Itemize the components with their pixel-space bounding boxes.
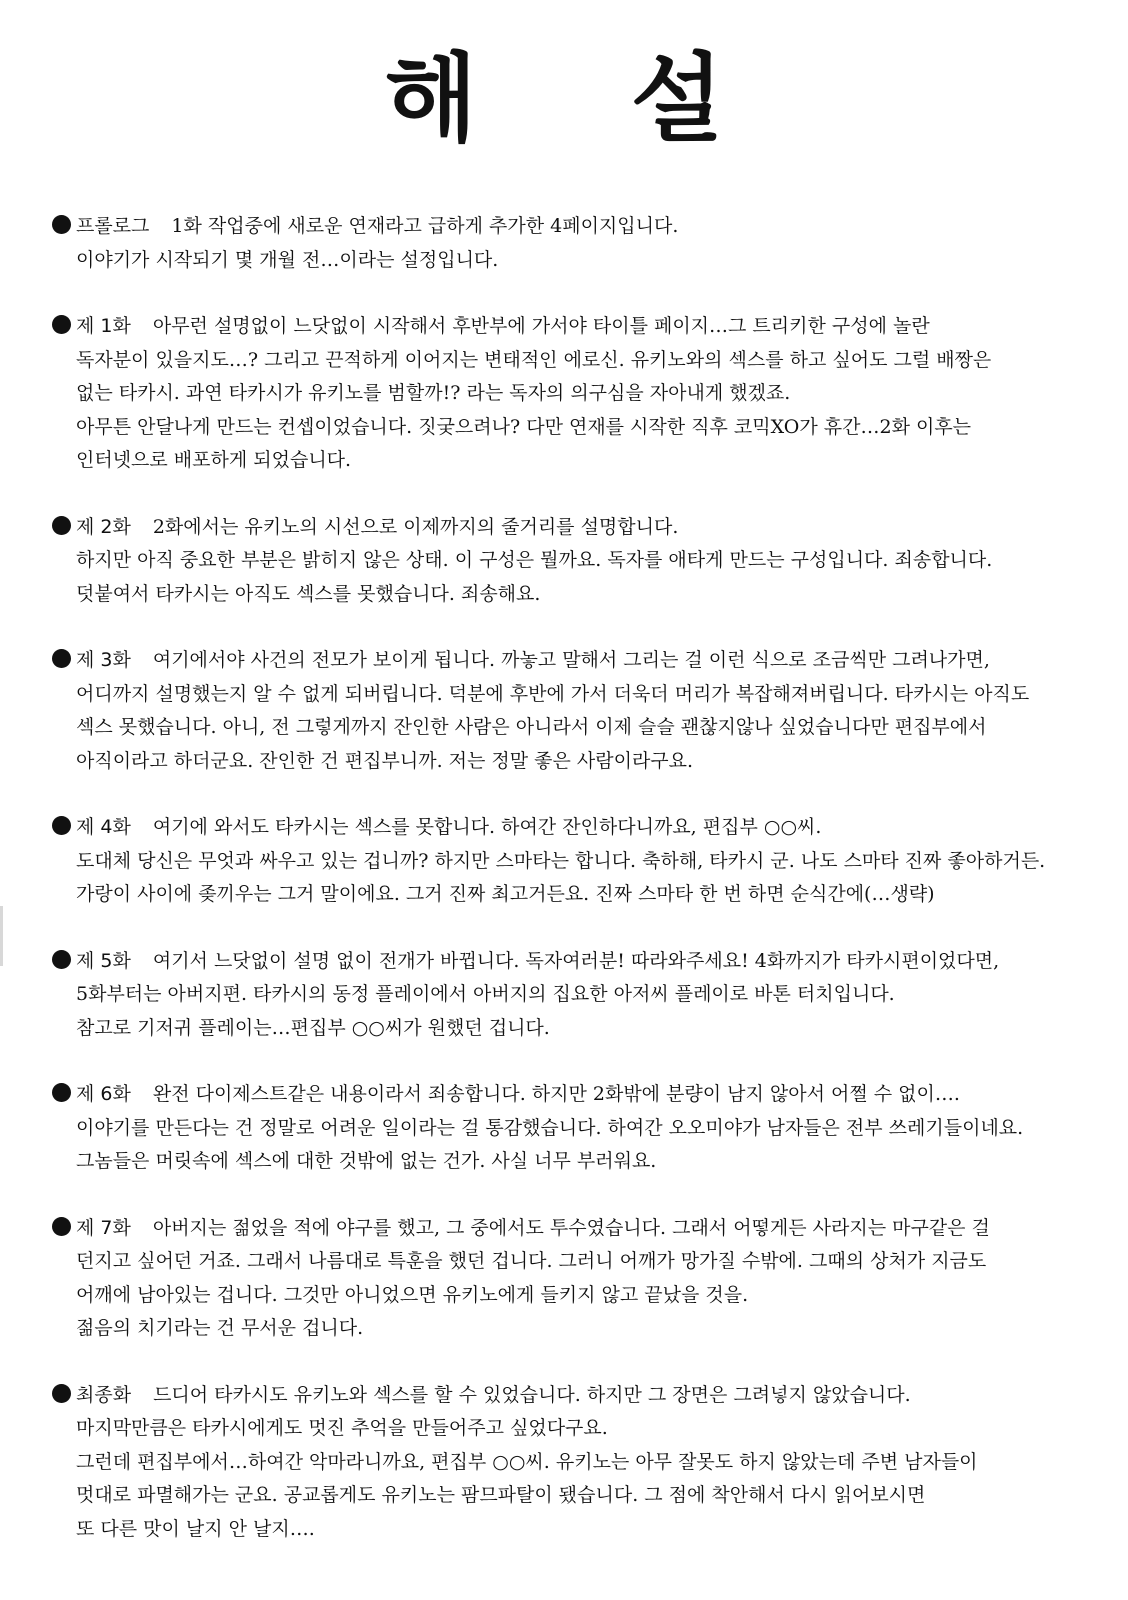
section-label: 제 7화: [76, 1216, 131, 1239]
section-heading-line: [52, 644, 1112, 678]
section-text-line: 아버지는 젊었을 적에 야구를 했고, 그 중에서도 투수였습니다. 그래서 어떻게든 사라지는 마구같은 걸: [152, 1216, 990, 1239]
section-text-line: 도대체 당신은 무엇과 싸우고 있는 겁니까? 하지만 스마타는 합니다. 축하해, 타카시 군. 나도 스마타 진짜 좋아하거든.: [76, 849, 1046, 872]
section-final-chapter: [52, 1379, 1112, 1547]
section-chapter-5: [52, 945, 1112, 1046]
section-text-line: 여기에 와서도 타카시는 섹스를 못합니다. 하여간 잔인하다니까요, 편집부 ○○씨.: [152, 816, 822, 838]
section-spacer: [52, 277, 1112, 310]
section-spacer: [52, 1179, 1112, 1212]
commentary-sections: [52, 210, 1112, 1546]
bullet-icon: [52, 649, 71, 668]
section-heading-line: [52, 511, 1112, 545]
section-text-line: 독자분이 있을지도…? 그리고 끈적하게 이어지는 변태적인 에로신. 유키노와의 섹스를 하고 싶어도 그럴 배짱은: [76, 348, 992, 371]
section-text-line: 인터넷으로 배포하게 되었습니다.: [76, 449, 352, 471]
section-label: 제 1화: [76, 315, 131, 337]
section-text-line: 그런데 편집부에서…하여간 악마라니까요, 편집부 ○○씨. 유키노는 아무 잘못도 하지 않았는데 주변 남자들이: [76, 1450, 978, 1473]
section-text-line: 없는 타카시. 과연 타카시가 유키노를 범할까!? 라는 독자의 의구심을 자아내게 했겠죠.: [76, 382, 791, 404]
section-text-line: 이야기를 만든다는 건 정말로 어려운 일이라는 걸 통감했습니다. 하여간 오오미야가 남자들은 전부 쓰레기들이네요.: [76, 1116, 1024, 1139]
section-chapter-2: [52, 511, 1112, 612]
page-title: 해 설: [384, 43, 784, 155]
section-text-line: 여기에서야 사건의 전모가 보이게 됩니다. 까놓고 말해서 그리는 걸 이런 식으로 조금씩만 그려나가면,: [152, 649, 990, 671]
section-text-line: 참고로 기저귀 플레이는…편집부 ○○씨가 원했던 겁니다.: [76, 1016, 550, 1039]
section-spacer: [52, 778, 1112, 811]
section-heading-line: [52, 1212, 1112, 1246]
section-text-line: 5화부터는 아버지편. 타카시의 동정 플레이에서 아버지의 집요한 아저씨 플레이로 바톤 터치입니다.: [76, 983, 895, 1005]
section-chapter-3: [52, 644, 1112, 778]
bullet-icon: [52, 516, 71, 535]
section-heading-line: [52, 1379, 1112, 1413]
section-text-line: 어디까지 설명했는지 알 수 없게 되버립니다. 덕분에 후반에 가서 더욱더 머리가 복잡해져버립니다. 타카시는 아직도: [76, 682, 1030, 705]
section-label: 제 4화: [76, 816, 131, 838]
section-prologue: [52, 210, 1112, 277]
section-text-line: 또 다른 맛이 날지 안 날지….: [76, 1517, 315, 1540]
section-label: 제 2화: [76, 515, 131, 538]
section-text-line: 멋대로 파멸해가는 군요. 공교롭게도 유키노는 팜므파탈이 됐습니다. 그 점에 착안해서 다시 읽어보시면: [76, 1484, 926, 1506]
section-spacer: [52, 912, 1112, 945]
section-chapter-7: [52, 1212, 1112, 1346]
section-spacer: [52, 478, 1112, 511]
section-text-line: 가랑이 사이에 좆끼우는 그거 말이에요. 그거 진짜 최고거든요. 진짜 스마타 한 번 하면 순식간에(…생략): [76, 883, 935, 905]
section-text-line: 이야기가 시작되기 몇 개월 전…이라는 설정입니다.: [76, 248, 499, 271]
section-text-line: 덧붙여서 타카시는 아직도 섹스를 못했습니다. 죄송해요.: [76, 582, 541, 605]
section-text-line: 아무튼 안달나게 만드는 컨셉이었습니다. 짓궂으려나? 다만 연재를 시작한 직후 코믹XO가 휴간…2화 이후는: [76, 415, 972, 438]
section-text-line: 아직이라고 하더군요. 잔인한 건 편집부니까. 저는 정말 좋은 사람이라구요.: [76, 749, 694, 772]
section-spacer: [52, 611, 1112, 644]
section-text-line: 2화에서는 유키노의 시선으로 이제까지의 줄거리를 설명합니다.: [152, 515, 679, 538]
section-text-line: 섹스 못했습니다. 아니, 전 그렇게까지 잔인한 사람은 아니라서 이제 슬슬 괜찮지않나 싶었습니다만 편집부에서: [76, 716, 987, 738]
section-text-line: 아무런 설명없이 느닷없이 시작해서 후반부에 가서야 타이틀 페이지…그 트리키한 구성에 놀란: [152, 315, 930, 337]
bullet-icon: [52, 1384, 71, 1403]
section-text-line: 그놈들은 머릿속에 섹스에 대한 것밖에 없는 건가. 사실 너무 부러워요.: [76, 1150, 657, 1172]
section-text-line: 1화 작업중에 새로운 연재라고 급하게 추가한 4페이지입니다.: [171, 215, 679, 237]
section-spacer: [52, 1346, 1112, 1379]
section-label: 프롤로그: [76, 215, 150, 237]
section-label: 최종화: [76, 1383, 132, 1406]
section-heading-line: [52, 210, 1112, 244]
section-heading-line: [52, 310, 1112, 344]
bullet-icon: [52, 215, 71, 234]
section-text-line: 드디어 타카시도 유키노와 섹스를 할 수 있었습니다. 하지만 그 장면은 그려넣지 않았습니다.: [153, 1383, 911, 1406]
bullet-icon: [52, 1217, 71, 1236]
section-text-line: 젊음의 치기라는 건 무서운 겁니다.: [76, 1317, 364, 1339]
section-label: 제 3화: [76, 649, 131, 671]
bullet-icon: [52, 1083, 71, 1102]
bullet-icon: [52, 950, 71, 969]
section-text-line: 완전 다이제스트같은 내용이라서 죄송합니다. 하지만 2화밖에 분량이 남지 않아서 어쩔 수 없이….: [152, 1083, 960, 1105]
section-text-line: 마지막만큼은 타카시에게도 멋진 추억을 만들어주고 싶었다구요.: [76, 1417, 608, 1439]
section-spacer: [52, 1045, 1112, 1078]
scan-edge-mark: [0, 906, 3, 966]
section-label: 제 5화: [76, 949, 131, 972]
section-chapter-1: [52, 310, 1112, 478]
section-heading-line: [52, 811, 1112, 845]
section-label: 제 6화: [76, 1083, 131, 1105]
section-heading-line: [52, 945, 1112, 979]
section-chapter-4: [52, 811, 1112, 912]
section-chapter-6: [52, 1078, 1112, 1179]
section-text-line: 던지고 싶어던 거죠. 그래서 나름대로 특훈을 했던 겁니다. 그러니 어깨가 망가질 수밖에. 그때의 상처가 지금도: [76, 1250, 987, 1272]
section-text-line: 여기서 느닷없이 설명 없이 전개가 바뀝니다. 독자여러분! 따라와주세요! 4화까지가 타카시편이었다면,: [152, 949, 1000, 972]
section-heading-line: [52, 1078, 1112, 1112]
bullet-icon: [52, 816, 71, 835]
section-text-line: 하지만 아직 중요한 부분은 밝히지 않은 상태. 이 구성은 뭘까요. 독자를 애타게 만드는 구성입니다. 죄송합니다.: [76, 549, 993, 571]
section-text-line: 어깨에 남아있는 겁니다. 그것만 아니었으면 유키노에게 들키지 않고 끝났을 것을.: [76, 1283, 749, 1306]
bullet-icon: [52, 315, 71, 334]
